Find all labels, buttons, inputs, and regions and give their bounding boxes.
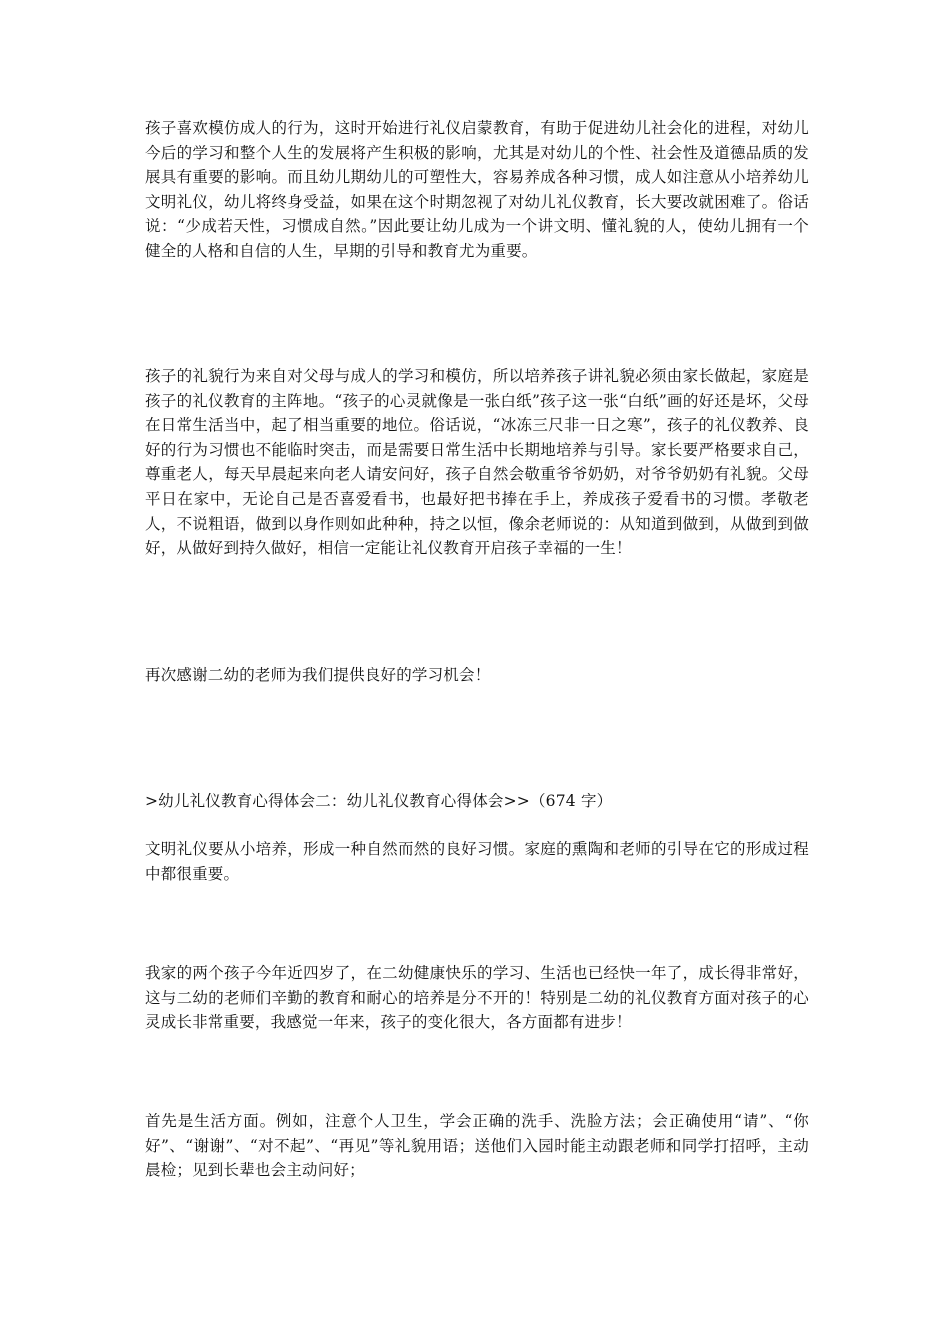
paragraph-children-progress: 我家的两个孩子今年近四岁了，在二幼健康快乐的学习、生活也已经快一年了，成长得非常好，这与二幼的老师们辛勤的教育和耐心的培养是分不开的！特别是二幼的礼仪教育方面对孩子的心灵成长非常重要，我感觉一年来，孩子的变化很大，各方面都有进步！ [145, 964, 809, 1032]
paragraph-habit-formation: 文明礼仪要从小培养，形成一种自然而然的良好习惯。家庭的熏陶和老师的引导在它的形成过程中都很重要。 [145, 840, 809, 883]
paragraph-daily-life: 首先是生活方面。例如，注意个人卫生，学会正确的洗手、洗脸方法；会正确使用“请”、“你好”、“谢谢”、“对不起”、“再见”等礼貌用语；送他们入园时能主动跟老师和同学打招呼，主动晨检；见到长辈也会主动问好； [145, 1112, 809, 1180]
paragraph-parents-role: 孩子的礼貌行为来自对父母与成人的学习和模仿，所以培养孩子讲礼貌必须由家长做起，家庭是孩子的礼仪教育的主阵地。“孩子的心灵就像是一张白纸”孩子这一张“白纸”画的好还是坏，父母在日常生活当中，起了相当重要的地位。俗话说，“冰冻三尺非一日之寒”，孩子的礼仪教养、良好的行为习惯也不能临时突击，而是需要日常生活中长期地培养与引导。家长要严格要求自己，尊重老人，每天早晨起来向老人请安问好，孩子自然会敬重爷爷奶奶，对爷爷奶奶有礼貌。父母平日在家中，无论自己是否喜爱看书，也最好把书捧在手上，养成孩子爱看书的习惯。孝敬老人，不说粗语，做到以身作则如此种种，持之以恒，像余老师说的：从知道到做到，从做到到做好，从做好到持久做好，相信一定能让礼仪教育开启孩子幸福的一生！ [145, 367, 809, 558]
paragraph-thanks: 再次感谢二幼的老师为我们提供良好的学习机会！ [145, 666, 491, 684]
section-heading-part-two: >幼儿礼仪教育心得体会二：幼儿礼仪教育心得体会>>（674 字） [145, 792, 613, 810]
paragraph-etiquette-enlightenment: 孩子喜欢模仿成人的行为，这时开始进行礼仪启蒙教育，有助于促进幼儿社会化的进程，对幼儿今后的学习和整个人生的发展将产生积极的影响，尤其是对幼儿的个性、社会性及道德品质的发展具有重要的影响。而且幼儿期幼儿的可塑性大，容易养成各种习惯，成人如注意从小培养幼儿文明礼仪，幼儿将终身受益，如果在这个时期忽视了对幼儿礼仪教育，长大要改就困难了。俗话说：“少成若天性，习惯成自然。”因此要让幼儿成为一个讲文明、懂礼貌的人，使幼儿拥有一个健全的人格和自信的人生，早期的引导和教育尤为重要。 [145, 119, 809, 260]
